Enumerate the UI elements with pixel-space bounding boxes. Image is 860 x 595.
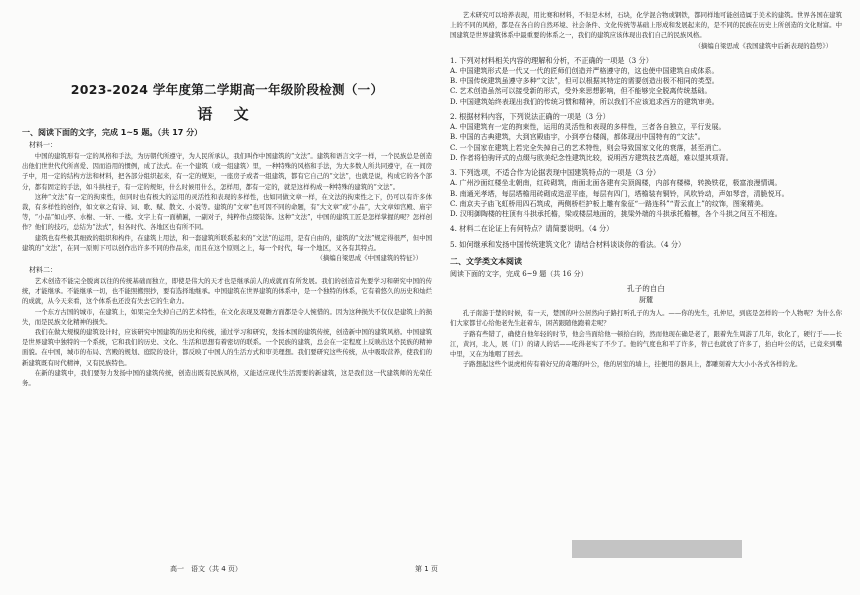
intro-source: （摘编自梁思成《我国建筑中后新表现的趋势》）: [694, 41, 832, 50]
footer-left: 高一 语文（共 4 页）: [170, 565, 242, 573]
q2-option: C. 一个国家在建筑上若完全失掉自己的艺术特性，则会导致国家文化的衰落，甚至消亡。: [450, 143, 726, 152]
question-2: 2. 根据材料内容，下列说法正确的一项是（3 分）: [450, 111, 610, 121]
q1-option: D. 中国建筑始终表现出我们的传统习惯和精神，所以我们不应该追求西方的建筑审美。: [450, 97, 719, 106]
question-4: 4. 材料二在论证上有何特点？请简要说明。（4 分）: [450, 224, 614, 234]
material2-label: 材料二：: [29, 266, 57, 275]
material1-paragraph: 这种“文法”有一定的拘束性，但同时也有极大的运用的灵活性和表现的多样性，也如同做文章一样，在文法的拘束性之下，仍可以有许多体裁，有多样性的创作，如文章之有诗、词、歌、赋、散文、小说等。建筑的“文章”也可因不同的命题，有“大文章”或“小品”，大文章如宫殿、庙宇等，“小品”如山亭、水榭、一轩、一楼。文字上有一面横匾，一副对子，纯粹作点缀装饰。这种“文法”，中国的建筑工匠是怎样掌握的呢？怎样创作？他们的技巧，总结为“法式”，但各时代、各地区也有所不同。: [22, 192, 432, 232]
question-5: 5. 如何继承和发扬中国传统建筑文化？请结合材料谈谈你的看法。（4 分）: [450, 239, 686, 249]
q3-option: A. 广州沙面红楼坐北朝南，红砖砌筑，南面北面各建有尖顶阁楼，内部有楼梯，转换铁花，极富浪漫情调。: [450, 179, 782, 188]
material2-paragraph: 我们在做大规模的建筑设计时，应该研究中国建筑的历史和传统，通过学习和研究，发扬本国的建筑传统，创造新中国的建筑风格。中国建筑是世界建筑中独特的一个系统，它和我们的历史、文化、生活和思想有着密切的联系。一个民族的建筑，总会在一定程度上反映出这个民族的精神面貌。在中国，城市的布局、宫殿的规划、庭院的设计，都反映了中国人的生活方式和审美理想。我们要研究这些传统，从中吸取营养，使我们的新建筑既有时代精神，又有民族特色。: [22, 328, 432, 367]
page-number: 第 1 页: [415, 565, 438, 573]
q2-option: B. 中国的古典建筑，大到宫殿庙宇，小到亭台楼阁，都体现出中国特有的“文法”。: [450, 133, 705, 142]
q1-option: B. 中国传统建筑虽遵守多种“文法”，但可以根据其特定的需要创造出极不相同的类型。: [450, 77, 719, 86]
story-title: 孔子的自白: [627, 284, 665, 294]
section2-instruction: 阅读下面的文字，完成 6~9 题（共 16 分）: [450, 270, 588, 279]
material1-label: 材料一：: [29, 141, 57, 149]
right-column: [450, 10, 842, 370]
story-paragraph: 子路有些错了，确使自他年轻的时节，他会当面给他一顿拾白的，然而他现在确是老了，跟着先生周游了几年，软化了，硬行于——长江，黄河，北人，展（门）的诸人的话——吃得老实了不少了。他的气度也和平了许多，替已也就放了许多了，抬白叶公的话，已竟来到嘴中里，又在为地咽了回去。: [450, 329, 842, 359]
question-3: 3. 下列选项，不适合作为论据表现中国建筑特点的一项是（3 分）: [450, 168, 661, 178]
story-paragraph: 孔子南游于楚的时候，有一天，楚国的叶公居然向子路打听孔子的为人。——你的先生，孔仲尼，到底是怎样的一个人物呢？为什么你们大家都甘心给他老先生赶着车，困苦跟随他跑着走呢？: [450, 309, 842, 328]
material1-paragraph: 中国的建筑形有一定的风格和手法，为历朝代所遵守，为人民所承认，我们叫作中国建筑的“文法”。建筑和语言文字一样，一个民族总是创造出他们世世代代所喜爱、因而沿用的惯例，成了法式。在一个建筑（或一组建筑）里，一种特殊的风格和手法，为大多数人所共同遵守，在一间房子中，用一定的结构方法和材料，把各部分组织起来，有一定的规矩，一座房子或者一组建筑，都有它自己的“文法”，也就是说，构成它的各个部分，都有固定的手法，如斗拱柱子，有一定的规矩，什么时候用什么，怎样用，都有一定的，就是这样构成一种特殊的建筑的“文法”。: [22, 152, 432, 191]
q1-option: C. 艺术创造虽然可以接受新的形式，受外来思想影响，但不能够完全脱离传统基础。: [450, 87, 712, 96]
material1-paragraph: 建筑也有些极其细致的组织和构件，在建筑上用法，和一套建筑所联系起来的“文法”的运用，是有自由的，建筑的“文法”规定得很严，但中国建筑的“文法”，在同一原则下可以创作出许多不同的作品来，而且在这个原则之上，每一个时代，每一个地区，又各有其特点。: [22, 233, 432, 252]
q3-option: C. 南京夫子庙飞虹桥用四石筑成，两侧桥栏护板上雕有象征“一路连科”“青云直上”的纹饰，图案精美。: [450, 199, 768, 208]
q3-option: B. 南通光孝塔，每层塔檐用砖砌成迭涩平座，每层有四门，塔檐装有铜铃，风吹铃动，声如琴音，清脆悦耳。: [450, 189, 789, 198]
story-author: 厨麓: [639, 296, 653, 305]
left-column: [22, 10, 432, 388]
section1-heading: 一、阅读下面的文字，完成 1~5 题。（共 17 分）: [22, 128, 203, 137]
story-paragraph: 子路想起这些个说虎相传有着好兄的奇趣的叶公，他的居室的墙上，挂便用的器具上，都雕刻着大大小小各式各样的龙。: [462, 360, 802, 369]
q3-option: D. 汉明御陶楼的柱顶有斗拱承托檐，梁或楼层地面的，挑梁外端的斗拱承托檐檩，各个斗拱之间互不相连。: [450, 210, 782, 219]
redaction-bar: [572, 540, 742, 558]
material2-paragraph: 艺术创造不能完全脱离以往的传统基础而独立，即使是伟大的天才也是继承前人的成就而有所发展。我们的创造首先要学习和研究中国的传统，才能继承。不能继承一切，也不能照搬照抄，要有选择地继承。中国建筑在世界建筑的体系中，是一个独特的体系，它有着悠久的历史和灿烂的成就，从今天来看，这个体系也还没有失去它的生命力。: [22, 277, 432, 306]
q2-option: A. 中国建筑有一定的拘束性，运用的灵活性和表现的多样性，三者各自独立，平行发展。: [450, 123, 726, 132]
material2-paragraph: 在新的建筑中，我们要努力发扬中国的建筑传统，创造出既有民族风格，又能适应现代生活需要的新建筑，这是我们这一代建筑师的光荣任务。: [22, 368, 432, 388]
exam-title: 2023-2024 学年度第二学期高一年级阶段检测（一）: [70, 82, 384, 97]
section2-heading: 二、文学类文本阅读: [450, 257, 522, 267]
q2-option: D. 作者将伯驹评式的点缀与欧美纪念性建筑比较，说明西方建筑技艺高超，难以望其项背。: [450, 153, 733, 162]
q1-option: A. 中国建筑形式是一代又一代的匠师们创造并严格遵守的，这也使中国建筑自成体系。: [450, 67, 719, 76]
material1-source: （摘编自梁思成《中国建筑的特征》）: [316, 254, 422, 263]
material2-paragraph: 一个东方古国的城市，在建筑上，如果完全失掉自己的艺术特性，在文化表现及观瞻方面都是令人惋惜的。因为这种损失不仅仅是建筑上的损失，而是民族文化精神的损失。: [22, 307, 432, 326]
subject-title: 语 文: [197, 105, 257, 123]
intro-paragraph: 艺术研究可以培养表现，用比赛和材料，不但是木材，石块，化学混合物或钢铁，都同样地可能创造属于美术的建筑。世界各国在建筑上的不同的风格，都是在各自的自然环境、社会条件、文化传统等基础上形成和发展起来的，是不同的民族在历史上所创造的文化财富。中国建筑是世界建筑体系中最重要的体系之一，我们的建筑应该体现出我们自己的民族风格。: [450, 11, 842, 40]
question-1: 1. 下列对材料相关内容的理解和分析，不正确的一项是（3 分）: [450, 55, 653, 65]
